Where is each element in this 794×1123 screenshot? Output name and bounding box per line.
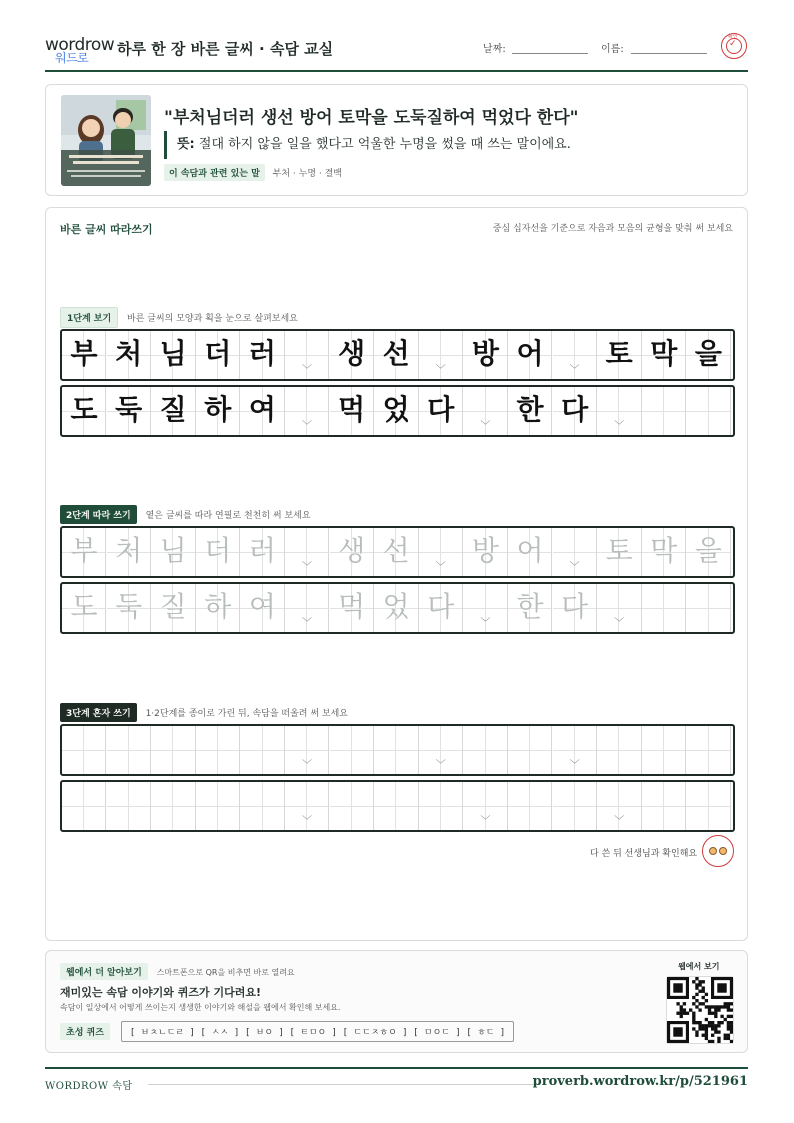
grid-cell[interactable] xyxy=(196,782,240,830)
related-words xyxy=(164,164,342,181)
grid-cell[interactable] xyxy=(196,726,240,774)
space-mark-icon: ﹀ xyxy=(480,816,491,827)
grid-cell xyxy=(107,387,151,435)
trace-character: 러 xyxy=(248,534,276,567)
grid-cell[interactable] xyxy=(597,584,641,632)
quiz-consonants: [ ㅂㅊㄴㄷㄹ ] [ ㅅㅅ ] [ ㅂㅇ ] [ ㅌㅁㅇ ] [ ㄷㄷㅈㅎㅇ ] [ ㅁㅇㄷ ] [ ㅎㄷ ] xyxy=(121,1021,515,1042)
grid-cell[interactable] xyxy=(62,528,106,576)
grid-cell[interactable] xyxy=(285,528,329,576)
page-header xyxy=(45,30,748,72)
grid-cell[interactable] xyxy=(330,782,374,830)
grid-cell[interactable] xyxy=(330,726,374,774)
date-label: 날짜: xyxy=(483,44,506,55)
space-mark-icon: ﹀ xyxy=(480,618,491,629)
model-character: 질 xyxy=(159,393,187,426)
grid-cell[interactable] xyxy=(62,584,106,632)
step1-heading xyxy=(60,307,298,328)
step3-description: 1·2단계를 종이로 가린 뒤, 속담을 떠올려 써 보세요 xyxy=(145,709,348,719)
space-mark-icon: ﹀ xyxy=(569,365,580,376)
grid-cell xyxy=(62,387,106,435)
step3-badge: 3단계 혼자 쓰기 xyxy=(60,703,137,722)
grid-cell[interactable] xyxy=(642,782,686,830)
trace-character: 한 xyxy=(516,590,544,623)
grid-cell[interactable] xyxy=(553,726,597,774)
grid-cell[interactable] xyxy=(107,528,151,576)
trace-character: 하 xyxy=(204,590,232,623)
grid-cell[interactable] xyxy=(330,584,374,632)
trace-character: 부 xyxy=(70,534,98,567)
writing-row xyxy=(60,385,735,437)
grid-cell[interactable] xyxy=(597,528,641,576)
model-character: 부 xyxy=(70,337,98,370)
model-character: 님 xyxy=(159,337,187,370)
grid-cell xyxy=(419,387,463,435)
step2-heading xyxy=(60,505,311,524)
grid-cell[interactable] xyxy=(151,726,195,774)
teacher-check-note: 다 쓴 뒤 선생님과 확인해요 xyxy=(590,849,698,859)
trace-character: 방 xyxy=(471,534,499,567)
grid-cell[interactable] xyxy=(463,726,507,774)
model-character: 다 xyxy=(427,393,455,426)
space-mark-icon: ﹀ xyxy=(302,562,312,573)
grid-cell[interactable] xyxy=(686,782,730,830)
grid-cell[interactable] xyxy=(597,782,641,830)
trace-character: 둑 xyxy=(115,590,143,623)
grid-cell[interactable] xyxy=(196,528,240,576)
model-character: 선 xyxy=(382,337,410,370)
trace-character: 생 xyxy=(338,534,366,567)
date-field[interactable] xyxy=(512,53,588,54)
grid-cell[interactable] xyxy=(553,528,597,576)
model-character: 하 xyxy=(204,393,232,426)
check-stamp-icon: 확인 ✓ xyxy=(721,33,747,59)
grid-cell[interactable] xyxy=(553,782,597,830)
grid-cell xyxy=(597,387,641,435)
grid-cell[interactable] xyxy=(330,528,374,576)
grid-cell[interactable] xyxy=(419,726,463,774)
qr-label: 웹에서 보기 xyxy=(678,962,720,971)
tracing-row[interactable] xyxy=(60,582,735,634)
web-info-card xyxy=(45,950,748,1053)
grid-cell[interactable] xyxy=(686,528,730,576)
grid-cell[interactable] xyxy=(285,782,329,830)
trace-character: 다 xyxy=(561,590,589,623)
space-mark-icon: ﹀ xyxy=(569,760,580,771)
model-character: 먹 xyxy=(338,393,366,426)
grid-cell xyxy=(285,331,329,379)
model-character: 막 xyxy=(650,337,678,370)
chosung-quiz xyxy=(60,1021,514,1042)
grid-cell[interactable] xyxy=(686,726,730,774)
grid-cell[interactable] xyxy=(463,584,507,632)
grid-cell xyxy=(686,387,730,435)
space-mark-icon: ﹀ xyxy=(614,816,625,827)
model-character: 여 xyxy=(248,393,276,426)
trace-character: 을 xyxy=(694,534,722,567)
grid-cell[interactable] xyxy=(374,782,418,830)
info-subtext: 속담이 일상에서 어떻게 쓰이는지 생생한 이야기와 해설을 웹에서 확인해 보세요. xyxy=(60,1003,341,1012)
grid-cell[interactable] xyxy=(285,726,329,774)
blank-writing-row[interactable] xyxy=(60,780,735,832)
grid-cell[interactable] xyxy=(419,528,463,576)
proverb-illustration xyxy=(61,95,151,186)
trace-character: 토 xyxy=(605,534,633,567)
blank-writing-row[interactable] xyxy=(60,724,735,776)
grid-cell[interactable] xyxy=(151,528,195,576)
proverb-text: "부처님더러 생선 방어 토막을 도둑질하여 먹었다 한다" xyxy=(164,108,579,128)
grid-cell[interactable] xyxy=(62,726,106,774)
model-character: 어 xyxy=(516,337,544,370)
grid-cell[interactable] xyxy=(463,528,507,576)
step1-badge: 1단계 보기 xyxy=(60,307,118,328)
web-description: 스마트폰으로 QR을 비추면 바로 열려요 xyxy=(156,968,295,977)
footer-divider xyxy=(45,1067,748,1069)
space-mark-icon: ﹀ xyxy=(302,618,312,629)
grid-cell[interactable] xyxy=(196,584,240,632)
space-mark-icon: ﹀ xyxy=(302,421,312,432)
logo-wordmark: wordrow xyxy=(45,35,115,55)
trace-character: 막 xyxy=(650,534,678,567)
practice-section xyxy=(45,207,748,941)
grid-cell xyxy=(151,331,195,379)
grid-cell[interactable] xyxy=(553,584,597,632)
practice-hint: 중심 십자선을 기준으로 자음과 모음의 균형을 맞춰 써 보세요 xyxy=(492,224,733,234)
grid-cell xyxy=(642,331,686,379)
proverb-card xyxy=(45,84,748,196)
meaning-text: 절대 하지 않을 일을 했다고 억울한 누명을 썼을 때 쓰는 말이에요. xyxy=(198,137,571,152)
space-mark-icon: ﹀ xyxy=(435,562,446,573)
space-mark-icon: ﹀ xyxy=(302,760,312,771)
space-mark-icon: ﹀ xyxy=(480,421,491,432)
quiz-badge: 초성 퀴즈 xyxy=(60,1023,110,1040)
trace-character: 어 xyxy=(516,534,544,567)
grid-cell[interactable] xyxy=(597,726,641,774)
space-mark-icon: ﹀ xyxy=(569,562,580,573)
trace-character: 여 xyxy=(248,590,276,623)
tracing-row[interactable] xyxy=(60,526,735,578)
model-character: 처 xyxy=(115,337,143,370)
model-character: 한 xyxy=(516,393,544,426)
step2-description: 옅은 글씨를 따라 연필로 천천히 써 보세요 xyxy=(145,511,311,521)
trace-character: 먹 xyxy=(338,590,366,623)
grid-cell[interactable] xyxy=(642,584,686,632)
grid-cell[interactable] xyxy=(151,782,195,830)
space-mark-icon: ﹀ xyxy=(302,365,312,376)
grid-cell[interactable] xyxy=(240,584,284,632)
model-character: 둑 xyxy=(115,393,143,426)
writing-row xyxy=(60,329,735,381)
model-character: 다 xyxy=(561,393,589,426)
grid-cell xyxy=(240,331,284,379)
grid-cell[interactable] xyxy=(62,782,106,830)
space-mark-icon: ﹀ xyxy=(435,365,446,376)
grid-cell[interactable] xyxy=(419,584,463,632)
grid-cell[interactable] xyxy=(240,726,284,774)
grid-cell[interactable] xyxy=(419,782,463,830)
trace-character: 질 xyxy=(159,590,187,623)
model-character: 더 xyxy=(204,337,232,370)
grid-cell xyxy=(374,331,418,379)
grid-cell xyxy=(196,387,240,435)
name-label: 이름: xyxy=(601,44,624,55)
space-mark-icon: ﹀ xyxy=(614,421,625,432)
model-character: 러 xyxy=(248,337,276,370)
grid-cell xyxy=(597,331,641,379)
model-character: 었 xyxy=(382,393,410,426)
grid-cell xyxy=(508,387,552,435)
model-character: 토 xyxy=(605,337,633,370)
trace-character: 다 xyxy=(427,590,455,623)
grid-cell[interactable] xyxy=(463,782,507,830)
grid-cell xyxy=(196,331,240,379)
grid-cell xyxy=(508,331,552,379)
grid-cell xyxy=(419,331,463,379)
grid-cell xyxy=(463,387,507,435)
grid-cell[interactable] xyxy=(642,726,686,774)
grid-cell xyxy=(151,387,195,435)
grid-cell[interactable] xyxy=(151,584,195,632)
wordrow-logo xyxy=(45,35,115,65)
web-badge: 웹에서 더 알아보기 xyxy=(60,963,148,980)
trace-character: 었 xyxy=(382,590,410,623)
grid-cell[interactable] xyxy=(508,782,552,830)
model-character: 을 xyxy=(694,337,722,370)
grid-cell xyxy=(553,387,597,435)
grid-cell[interactable] xyxy=(107,584,151,632)
space-mark-icon: ﹀ xyxy=(435,760,446,771)
grid-cell[interactable] xyxy=(508,584,552,632)
grid-cell xyxy=(285,387,329,435)
trace-character: 도 xyxy=(70,590,98,623)
footer-brand: WORDROW 속담 xyxy=(45,1081,133,1092)
step3-heading xyxy=(60,703,348,722)
grid-cell[interactable] xyxy=(107,726,151,774)
grid-cell xyxy=(330,387,374,435)
step1-description: 바른 글씨의 모양과 획을 눈으로 살펴보세요 xyxy=(127,314,298,324)
good-job-stamp-icon xyxy=(702,835,734,867)
grid-cell xyxy=(642,387,686,435)
grid-cell[interactable] xyxy=(285,584,329,632)
space-mark-icon: ﹀ xyxy=(614,618,625,629)
stamp-label: 확인 xyxy=(728,34,738,40)
proverb-meaning xyxy=(164,131,571,159)
grid-cell[interactable] xyxy=(374,726,418,774)
footer-url-link[interactable]: proverb.wordrow.kr/p/521961 xyxy=(532,1074,748,1089)
model-character: 도 xyxy=(70,393,98,426)
name-field[interactable] xyxy=(631,53,707,54)
trace-character: 선 xyxy=(382,534,410,567)
grid-cell xyxy=(330,331,374,379)
related-word-list: 부처 · 누명 · 결백 xyxy=(272,169,342,179)
grid-cell xyxy=(107,331,151,379)
grid-cell[interactable] xyxy=(642,528,686,576)
grid-cell xyxy=(686,331,730,379)
model-character: 방 xyxy=(471,337,499,370)
logo-korean: 워드로 xyxy=(55,51,89,65)
trace-character: 처 xyxy=(115,534,143,567)
page-title: 하루 한 장 바른 글씨 · 속담 교실 xyxy=(117,40,334,58)
grid-cell xyxy=(463,331,507,379)
grid-cell[interactable] xyxy=(374,584,418,632)
grid-cell[interactable] xyxy=(508,528,552,576)
qr-code-icon[interactable] xyxy=(666,976,734,1044)
step2-badge: 2단계 따라 쓰기 xyxy=(60,505,137,524)
info-headline: 재미있는 속담 이야기와 퀴즈가 기다려요! xyxy=(60,986,261,999)
model-character: 생 xyxy=(338,337,366,370)
grid-cell xyxy=(240,387,284,435)
grid-cell[interactable] xyxy=(508,726,552,774)
grid-cell[interactable] xyxy=(107,782,151,830)
space-mark-icon: ﹀ xyxy=(302,816,312,827)
trace-character: 님 xyxy=(159,534,187,567)
grid-cell[interactable] xyxy=(374,528,418,576)
grid-cell[interactable] xyxy=(240,782,284,830)
grid-cell xyxy=(553,331,597,379)
related-label: 이 속담과 관련 있는 말 xyxy=(164,164,265,181)
grid-cell[interactable] xyxy=(240,528,284,576)
trace-character: 더 xyxy=(204,534,232,567)
grid-cell xyxy=(374,387,418,435)
web-heading xyxy=(60,963,295,980)
meaning-label: 뜻: xyxy=(177,137,195,152)
grid-cell[interactable] xyxy=(686,584,730,632)
footer-rule xyxy=(148,1084,540,1085)
practice-title: 바른 글씨 따라쓰기 xyxy=(60,223,153,236)
grid-cell xyxy=(62,331,106,379)
